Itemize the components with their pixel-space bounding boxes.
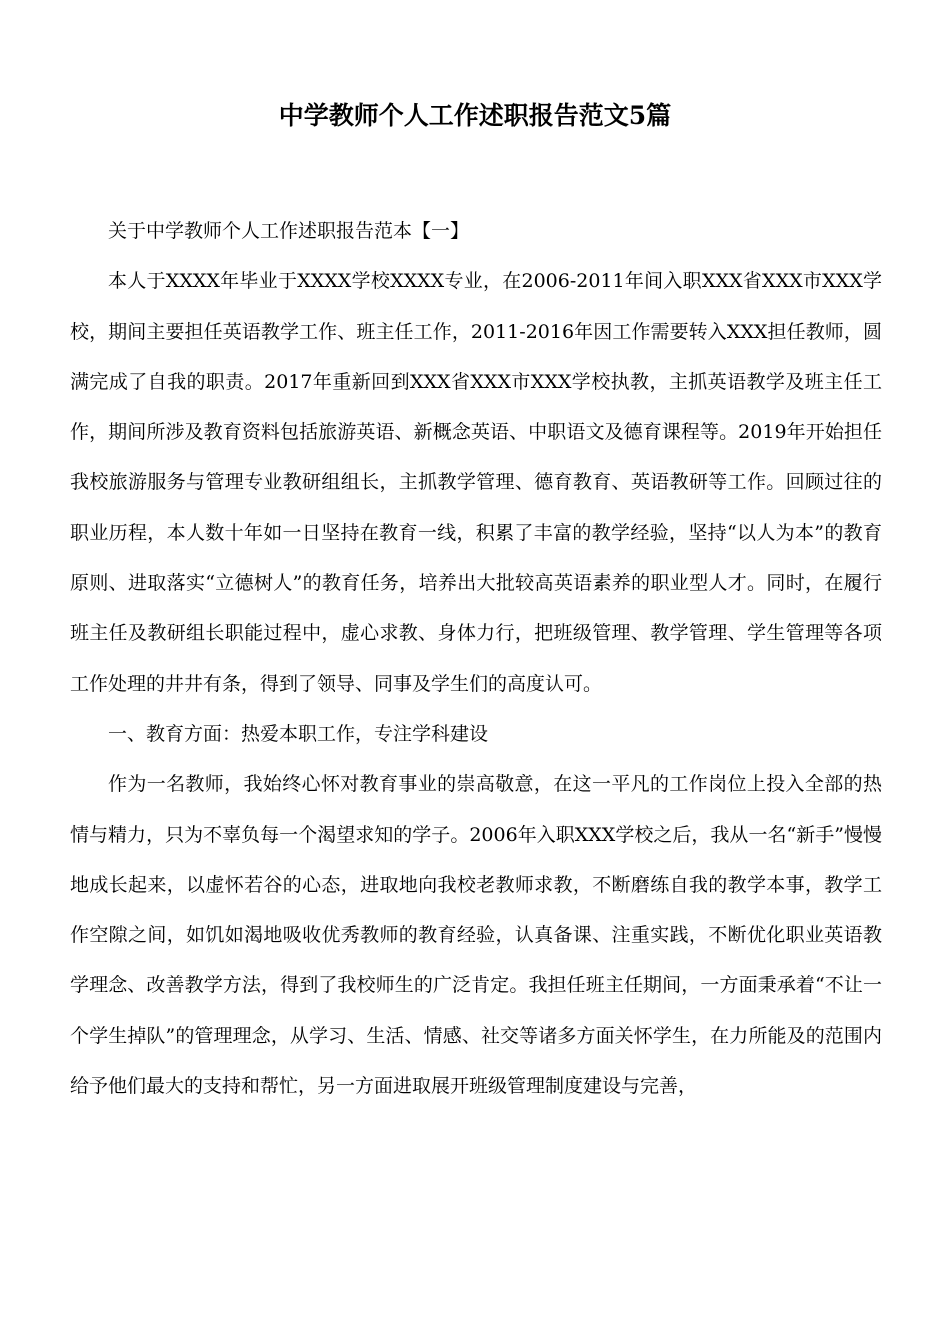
- body-paragraph: 本人于XXXX年毕业于XXXX学校XXXX专业，在2006-2011年间入职XXX省XXX市XXX学校，期间主要担任英语教学工作、班主任工作，2011-2016年因工作需要转入XXX担任教师，圆满完成了自我的职责。2017年重新回到XXX省XXX市XXX学校执教，主抓英语教学及班主任工作，期间所涉及教育资料包括旅游英语、新概念英语、中职语文及德育课程等。2019年开始担任我校旅游服务与管理专业教研组组长，主抓教学管理、德育教育、英语教研等工作。回顾过往的职业历程，本人数十年如一日坚持在教育一线，积累了丰富的教学经验，坚持“以人为本”的教育原则、进取落实“立德树人”的教育任务，培养出大批较高英语素养的职业型人才。同时，在履行班主任及教研组长职能过程中，虚心求教、身体力行，把班级管理、教学管理、学生管理等各项工作处理的井井有条，得到了领导、同事及学生们的高度认可。: [70, 270, 882, 695]
- section-heading: 一、教育方面：热爱本职工作，专注学科建设: [108, 722, 489, 745]
- section-heading: 关于中学教师个人工作述职报告范本【一】: [108, 220, 470, 242]
- document-body: [70, 206, 882, 1111]
- document-title: 中学教师个人工作述职报告范文5篇: [278, 101, 672, 130]
- body-paragraph: 作为一名教师，我始终心怀对教育事业的崇高敬意，在这一平凡的工作岗位上投入全部的热情与精力，只为不辜负每一个渴望求知的学子。2006年入职XXX学校之后，我从一名“新手”慢慢地成长起来，以虚怀若谷的心态，进取地向我校老教师求教，不断磨练自我的教学本事，教学工作空隙之间，如饥如渴地吸收优秀教师的教育经验，认真备课、注重实践，不断优化职业英语教学理念、改善教学方法，得到了我校师生的广泛肯定。我担任班主任期间，一方面秉承着“不让一个学生掉队”的管理理念，从学习、生活、情感、社交等诸多方面关怀学生，在力所能及的范围内给予他们最大的支持和帮忙，另一方面进取展开班级管理制度建设与完善，: [70, 773, 882, 1098]
